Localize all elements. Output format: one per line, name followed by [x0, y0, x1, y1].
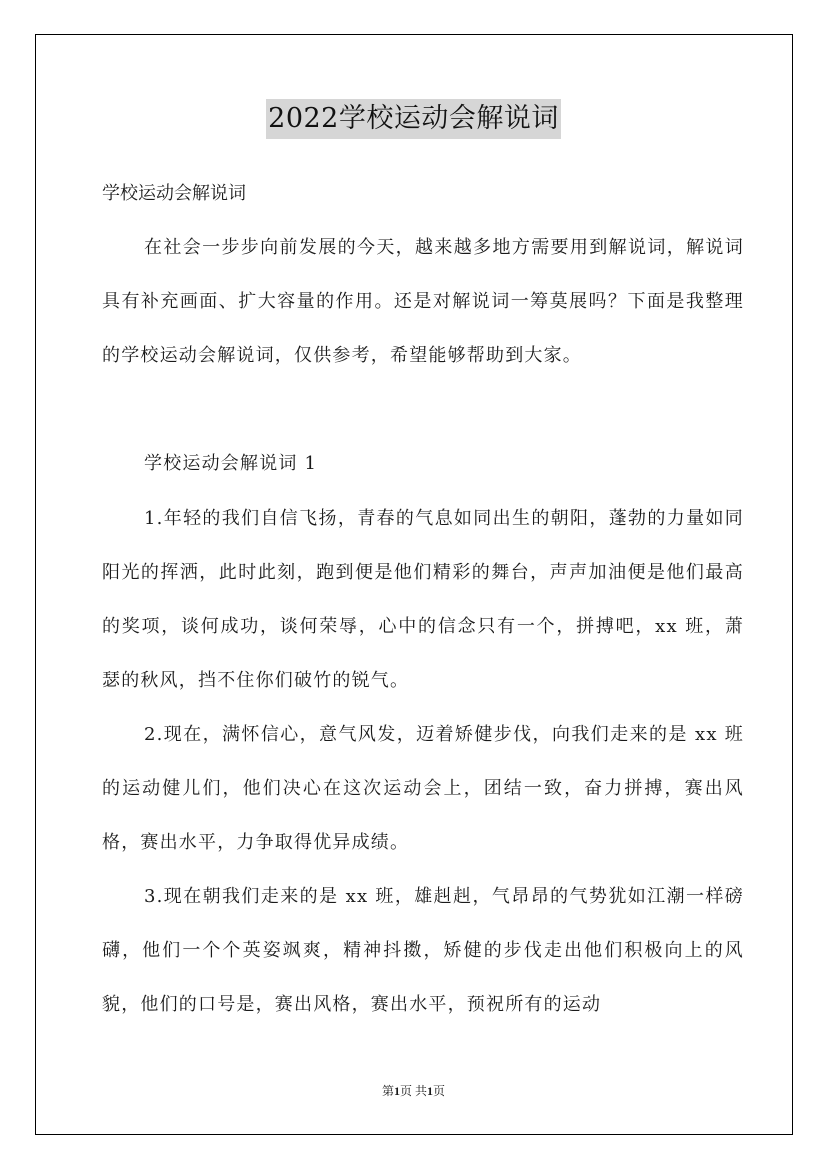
document-subtitle: 学校运动会解说词: [102, 183, 246, 204]
page-footer: [0, 1083, 827, 1099]
footer-page-total: 1: [427, 1084, 433, 1098]
title-container: [0, 99, 827, 139]
list-item: 2.现在，满怀信心，意气风发，迈着矫健步伐，向我们走来的是 xx 班的运动健儿们，他们决心在这次运动会上，团结一致，奋力拼搏，赛出风格，赛出水平，力争取得优异成绩。: [102, 724, 744, 853]
footer-page-prefix: 第: [381, 1084, 394, 1098]
intro-paragraph: 在社会一步步向前发展的今天，越来越多地方需要用到解说词，解说词具有补充画面、扩大容量的作用。还是对解说词一筹莫展吗？下面是我整理的学校运动会解说词，仅供参考，希望能够帮助到大家。: [102, 237, 744, 366]
document-title: 2022学校运动会解说词: [266, 99, 561, 139]
footer-page-current: 1: [393, 1084, 400, 1098]
list-item: 3.现在朝我们走来的是 xx 班，雄赳赳，气昂昂的气势犹如江潮一样磅礴，他们一个个英姿飒爽，精神抖擞，矫健的步伐走出他们积极向上的风貌，他们的口号是，赛出风格，赛出水平，预祝所有的运动: [102, 886, 744, 1015]
footer-page-suffix: 页: [433, 1084, 446, 1098]
section-heading: 学校运动会解说词 1: [144, 453, 318, 474]
list-item: 1.年轻的我们自信飞扬，青春的气息如同出生的朝阳，蓬勃的力量如同阳光的挥洒，此时此刻，跑到便是他们精彩的舞台，声声加油便是他们最高的奖项，谈何成功，谈何荣辱，心中的信念只有一个，拼搏吧，xx 班，萧瑟的秋风，挡不住你们破竹的锐气。: [102, 508, 744, 691]
footer-page-mid: 页 共: [399, 1084, 427, 1098]
